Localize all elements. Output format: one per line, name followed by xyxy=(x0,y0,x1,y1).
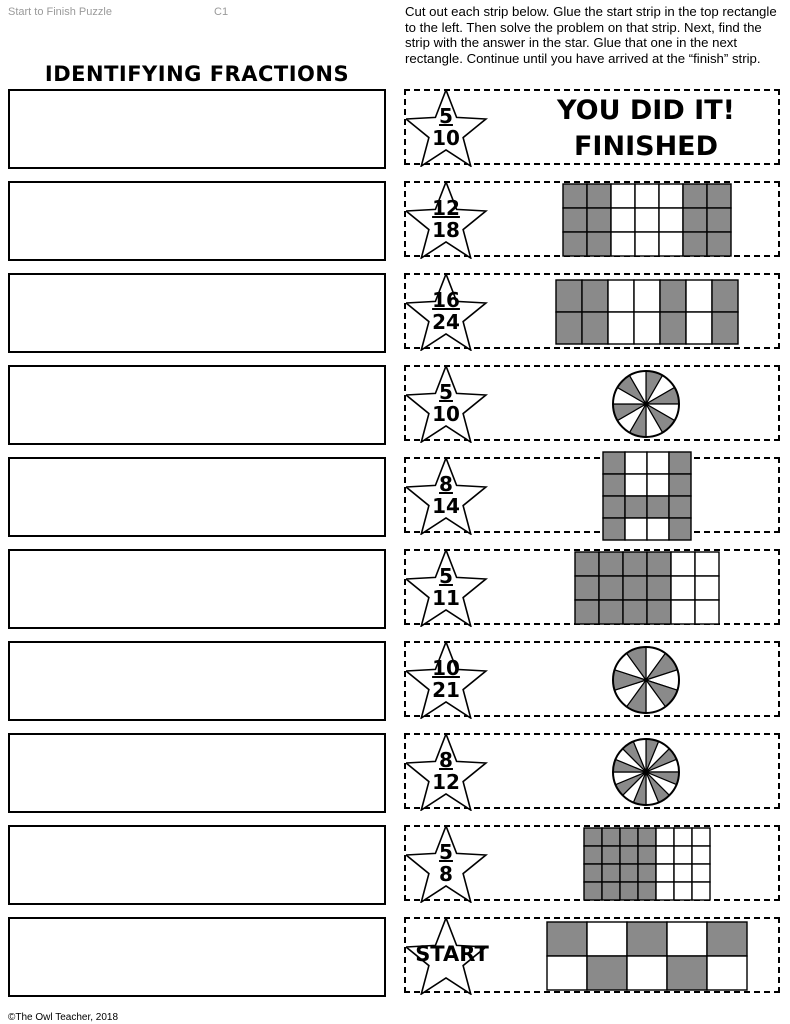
grid-cell xyxy=(647,452,669,474)
grid-cell xyxy=(587,232,611,256)
fraction-denominator: 21 xyxy=(432,678,460,702)
grid-cell xyxy=(695,600,719,624)
star-fraction xyxy=(426,473,466,517)
fraction-pie-model xyxy=(611,645,681,715)
grid-cell xyxy=(635,184,659,208)
fraction-grid-model xyxy=(546,921,748,991)
grid-cell xyxy=(712,280,738,312)
puzzle-strip xyxy=(404,181,780,257)
grid-cell xyxy=(625,474,647,496)
copyright-footer: ©The Owl Teacher, 2018 xyxy=(8,1012,119,1023)
puzzle-strip xyxy=(404,273,780,349)
puzzle-strip xyxy=(404,89,780,165)
answer-box xyxy=(8,917,386,997)
star-fraction xyxy=(426,565,466,609)
fraction-denominator: 10 xyxy=(432,126,460,150)
grid-cell xyxy=(647,552,671,576)
grid-cell xyxy=(692,864,710,882)
grid-cell xyxy=(695,576,719,600)
grid-cell xyxy=(683,232,707,256)
fraction-grid-model xyxy=(574,551,720,625)
grid-cell xyxy=(671,552,695,576)
grid-cell xyxy=(599,552,623,576)
grid-cell xyxy=(635,208,659,232)
fraction-numerator: 12 xyxy=(432,196,460,220)
fraction-grid-model xyxy=(602,451,692,541)
grid-cell xyxy=(638,864,656,882)
grid-cell xyxy=(584,846,602,864)
grid-cell xyxy=(707,232,731,256)
grid-cell xyxy=(695,552,719,576)
grid-cell xyxy=(620,828,638,846)
grid-cell xyxy=(602,828,620,846)
grid-cell xyxy=(587,208,611,232)
fraction-denominator: 24 xyxy=(432,310,460,334)
grid-cell xyxy=(582,280,608,312)
grid-cell xyxy=(563,208,587,232)
puzzle-strip xyxy=(404,825,780,901)
grid-cell xyxy=(669,518,691,540)
grid-cell xyxy=(547,922,587,956)
grid-cell xyxy=(669,496,691,518)
grid-cell xyxy=(671,600,695,624)
grid-cell xyxy=(627,922,667,956)
grid-cell xyxy=(611,232,635,256)
grid-cell xyxy=(620,882,638,900)
grid-cell xyxy=(667,956,707,990)
puzzle-strip xyxy=(404,641,780,717)
page-code: C1 xyxy=(214,6,229,18)
answer-box xyxy=(8,89,386,169)
grid-cell xyxy=(686,312,712,344)
grid-cell xyxy=(587,956,627,990)
grid-cell xyxy=(584,828,602,846)
grid-cell xyxy=(707,208,731,232)
answer-box xyxy=(8,641,386,721)
grid-cell xyxy=(584,882,602,900)
grid-cell xyxy=(611,208,635,232)
finish-label: FINISHED xyxy=(573,131,719,162)
star-fraction xyxy=(426,289,466,333)
grid-cell xyxy=(627,956,667,990)
puzzle-strip xyxy=(404,457,780,533)
grid-cell xyxy=(582,312,608,344)
finish-cheer: YOU DID IT! xyxy=(557,95,735,126)
grid-cell xyxy=(603,518,625,540)
grid-cell xyxy=(674,864,692,882)
grid-cell xyxy=(692,882,710,900)
grid-cell xyxy=(647,576,671,600)
grid-cell xyxy=(660,280,686,312)
answer-box xyxy=(8,273,386,353)
fraction-pie-model xyxy=(611,369,681,439)
grid-cell xyxy=(692,828,710,846)
grid-cell xyxy=(712,312,738,344)
grid-cell xyxy=(669,452,691,474)
grid-cell xyxy=(623,576,647,600)
grid-cell xyxy=(647,518,669,540)
start-label: START xyxy=(415,942,489,966)
fraction-grid-model xyxy=(555,279,739,345)
grid-cell xyxy=(547,956,587,990)
fraction-denominator: 14 xyxy=(432,494,460,518)
worksheet-title: IDENTIFYING FRACTIONS xyxy=(44,62,350,86)
grid-cell xyxy=(674,828,692,846)
star-fraction xyxy=(426,105,466,149)
fraction-numerator: 8 xyxy=(439,748,453,772)
star-fraction xyxy=(426,381,466,425)
grid-cell xyxy=(602,882,620,900)
puzzle-label: Start to Finish Puzzle xyxy=(8,6,112,18)
answer-box xyxy=(8,549,386,629)
fraction-numerator: 8 xyxy=(439,472,453,496)
puzzle-strip xyxy=(404,365,780,441)
fraction-numerator: 5 xyxy=(439,104,453,128)
star-fraction xyxy=(426,841,466,885)
fraction-denominator: 8 xyxy=(439,862,453,886)
grid-cell xyxy=(608,312,634,344)
puzzle-strip xyxy=(404,549,780,625)
grid-cell xyxy=(667,922,707,956)
answer-box xyxy=(8,457,386,537)
instructions-text: Cut out each strip below. Glue the start strip in the top rectangle to the left. Then solve the problem on that strip. Next, find the strip with the answer in the star. Glue that one in the next rectangle. Continue until you have arrived at the “finish” strip. xyxy=(405,4,777,66)
grid-cell xyxy=(623,600,647,624)
grid-cell xyxy=(638,828,656,846)
grid-cell xyxy=(625,518,647,540)
grid-cell xyxy=(674,882,692,900)
grid-cell xyxy=(603,496,625,518)
grid-cell xyxy=(707,956,747,990)
grid-cell xyxy=(638,882,656,900)
grid-cell xyxy=(611,184,635,208)
fraction-numerator: 10 xyxy=(432,656,460,680)
grid-cell xyxy=(587,184,611,208)
grid-cell xyxy=(599,576,623,600)
puzzle-strip xyxy=(404,733,780,809)
grid-cell xyxy=(599,600,623,624)
grid-cell xyxy=(656,828,674,846)
grid-cell xyxy=(683,208,707,232)
grid-cell xyxy=(620,846,638,864)
fraction-numerator: 5 xyxy=(439,840,453,864)
answer-box xyxy=(8,181,386,261)
star-fraction xyxy=(426,197,466,241)
star-fraction xyxy=(426,749,466,793)
grid-cell xyxy=(707,184,731,208)
grid-cell xyxy=(584,864,602,882)
grid-cell xyxy=(656,864,674,882)
fraction-numerator: 16 xyxy=(432,288,460,312)
answer-box xyxy=(8,733,386,813)
grid-cell xyxy=(620,864,638,882)
grid-cell xyxy=(556,312,582,344)
fraction-grid-model xyxy=(583,827,711,901)
answer-box xyxy=(8,365,386,445)
fraction-pie-model xyxy=(611,737,681,807)
grid-cell xyxy=(707,922,747,956)
grid-cell xyxy=(575,600,599,624)
grid-cell xyxy=(608,280,634,312)
grid-cell xyxy=(575,552,599,576)
grid-cell xyxy=(647,600,671,624)
fraction-denominator: 11 xyxy=(432,586,460,610)
fraction-numerator: 5 xyxy=(439,380,453,404)
grid-cell xyxy=(603,452,625,474)
grid-cell xyxy=(686,280,712,312)
fraction-denominator: 18 xyxy=(432,218,460,242)
grid-cell xyxy=(556,280,582,312)
grid-cell xyxy=(634,312,660,344)
grid-cell xyxy=(659,184,683,208)
grid-cell xyxy=(603,474,625,496)
puzzle-strip xyxy=(404,917,780,993)
grid-cell xyxy=(623,552,647,576)
grid-cell xyxy=(634,280,660,312)
grid-cell xyxy=(602,846,620,864)
grid-cell xyxy=(563,184,587,208)
grid-cell xyxy=(625,452,647,474)
grid-cell xyxy=(692,846,710,864)
grid-cell xyxy=(656,846,674,864)
grid-cell xyxy=(674,846,692,864)
grid-cell xyxy=(656,882,674,900)
grid-cell xyxy=(587,922,627,956)
grid-cell xyxy=(659,208,683,232)
grid-cell xyxy=(669,474,691,496)
grid-cell xyxy=(647,474,669,496)
grid-cell xyxy=(660,312,686,344)
fraction-grid-model xyxy=(562,183,732,257)
star-fraction xyxy=(426,657,466,701)
grid-cell xyxy=(575,576,599,600)
grid-cell xyxy=(635,232,659,256)
grid-cell xyxy=(659,232,683,256)
grid-cell xyxy=(625,496,647,518)
grid-cell xyxy=(671,576,695,600)
grid-cell xyxy=(683,184,707,208)
fraction-denominator: 12 xyxy=(432,770,460,794)
answer-box xyxy=(8,825,386,905)
grid-cell xyxy=(602,864,620,882)
grid-cell xyxy=(563,232,587,256)
fraction-denominator: 10 xyxy=(432,402,460,426)
grid-cell xyxy=(638,846,656,864)
fraction-numerator: 5 xyxy=(439,564,453,588)
grid-cell xyxy=(647,496,669,518)
